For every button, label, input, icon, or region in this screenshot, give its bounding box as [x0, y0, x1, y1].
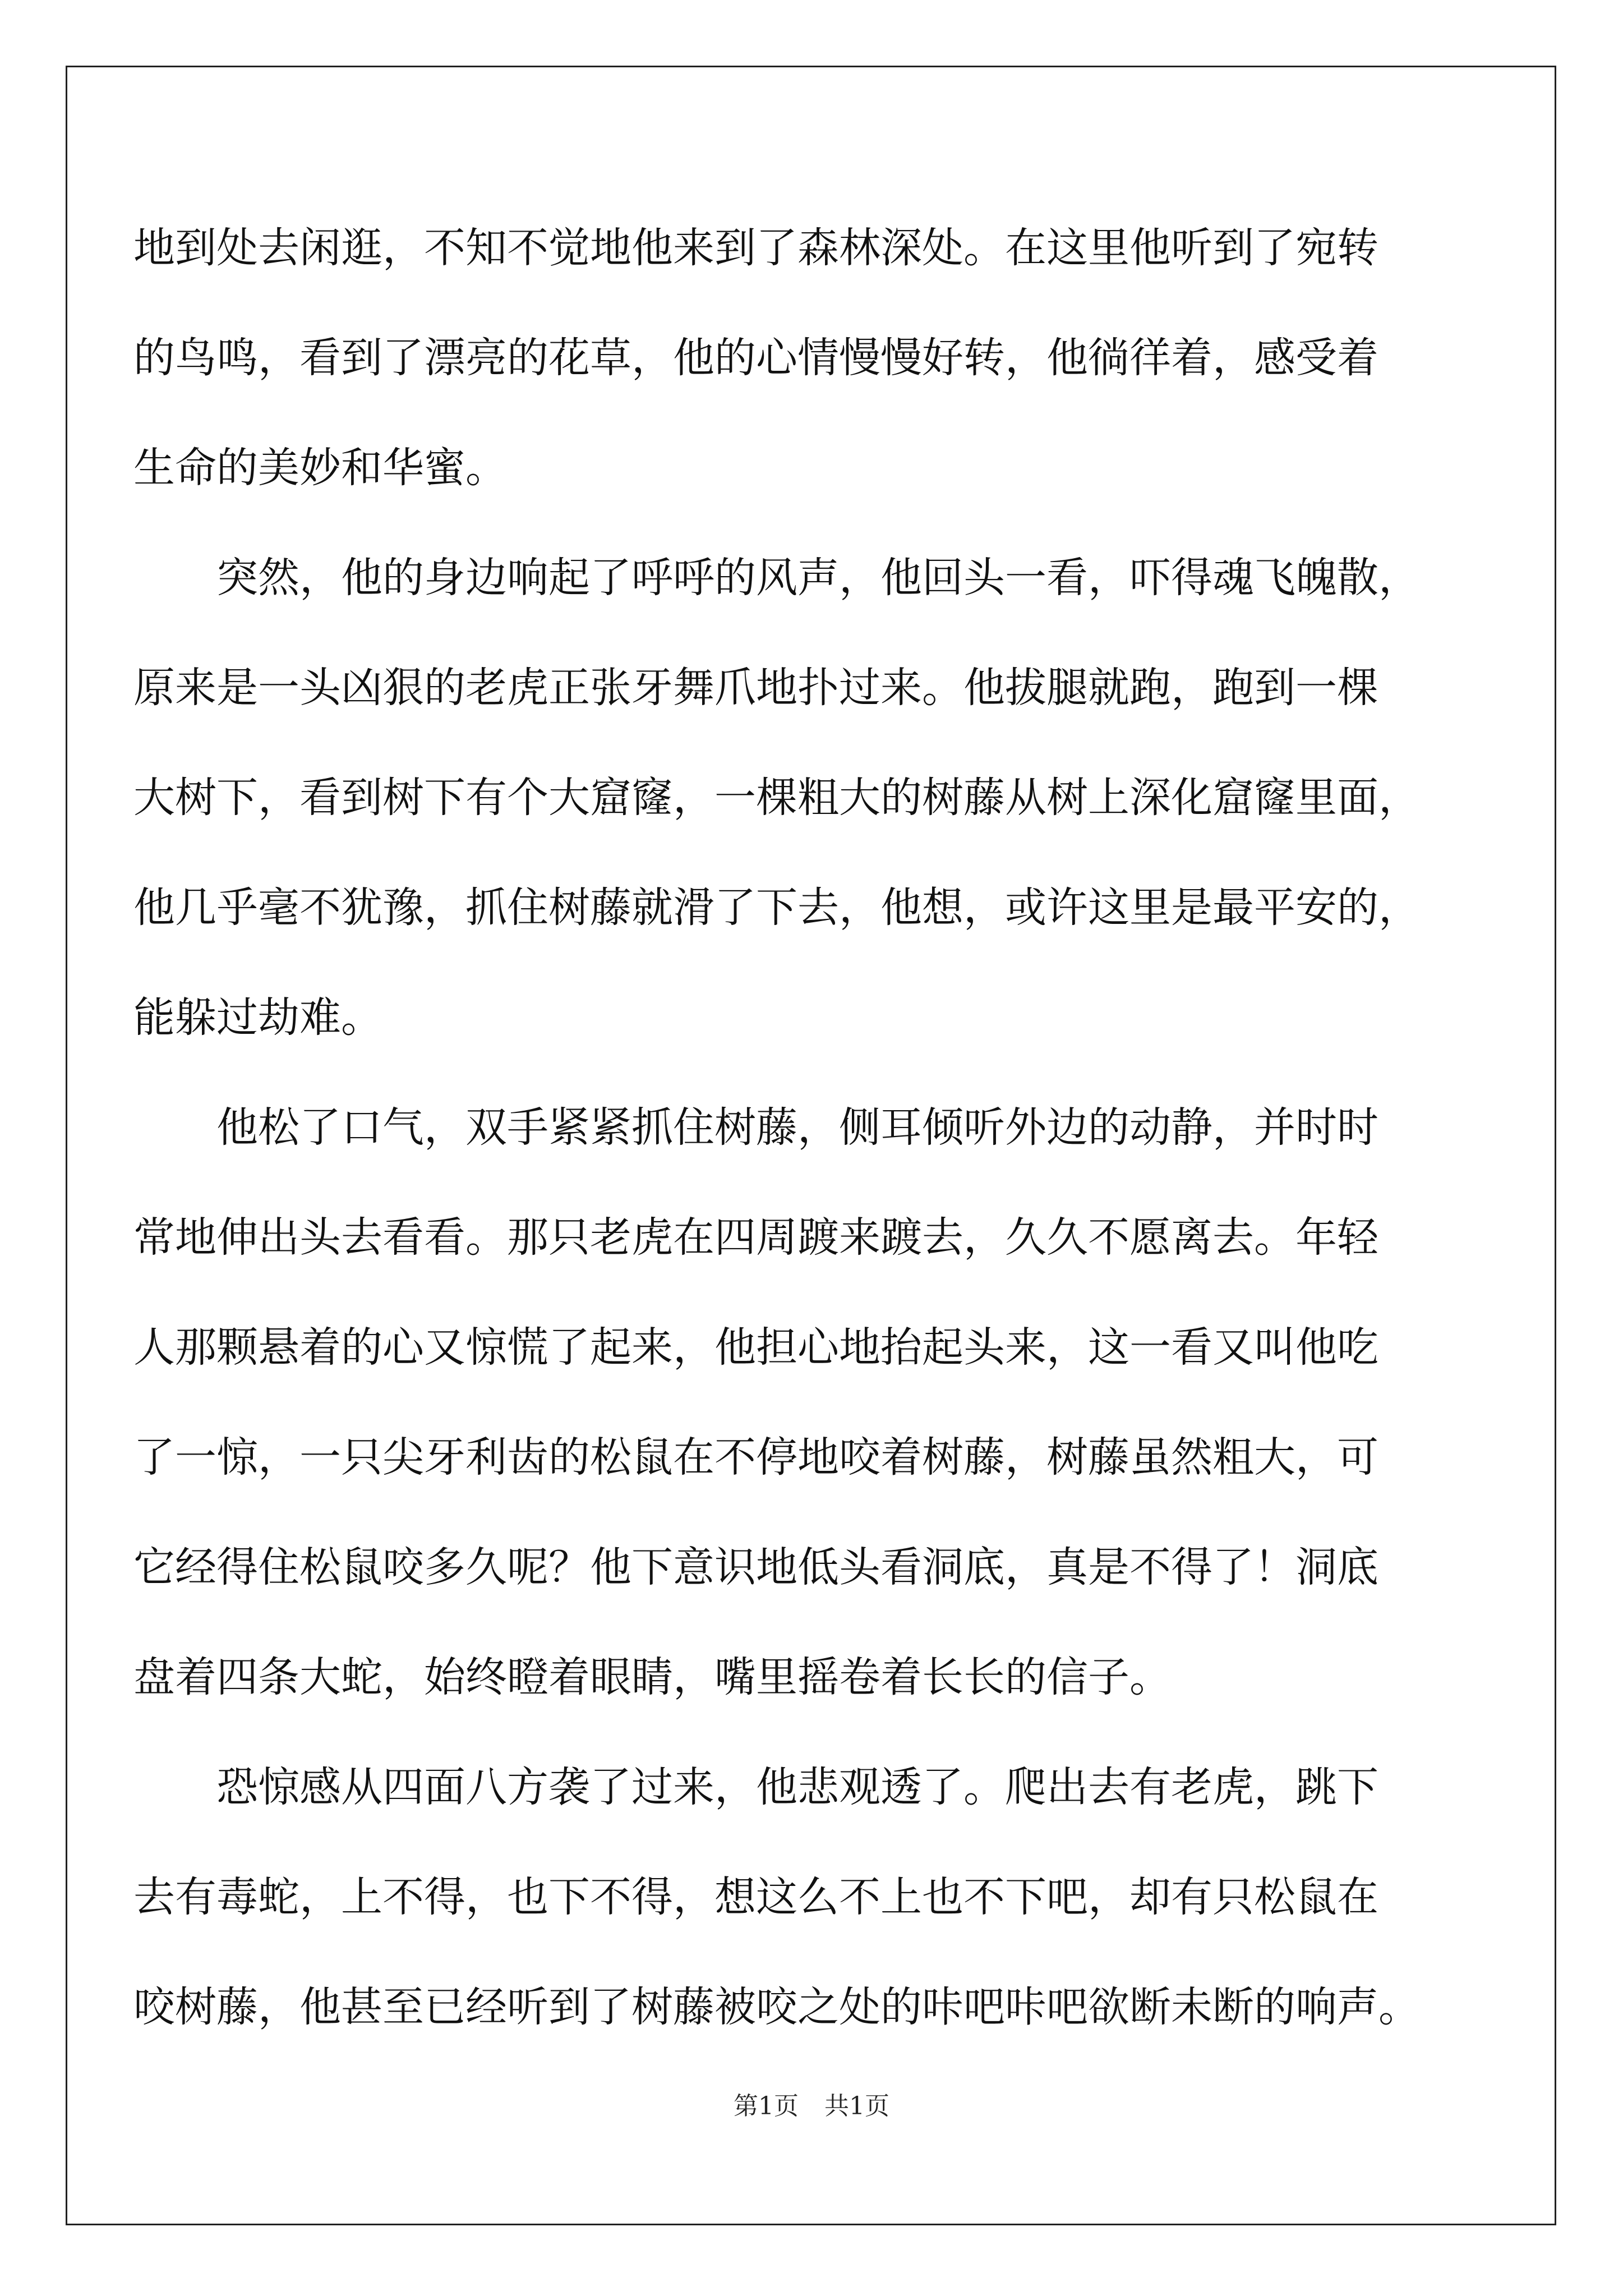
text-line: 它经得住松鼠咬多久呢？他下意识地低头看洞底，真是不得了！洞底 — [133, 1543, 1378, 1591]
text-line: 的鸟鸣，看到了漂亮的花草，他的心情慢慢好转，他徜徉着，感受着 — [133, 334, 1378, 382]
paragraph-start-line: 他松了口气，双手紧紧抓住树藤，侧耳倾听外边的动静，并时时 — [216, 1103, 1378, 1152]
text-line: 大树下，看到树下有个大窟窿，一棵粗大的树藤从树上深化窟窿里面， — [133, 774, 1420, 822]
text-line: 生命的美妙和华蜜。 — [133, 444, 507, 492]
text-line: 咬树藤，他甚至已经听到了树藤被咬之处的咔吧咔吧欲断未断的响声。 — [133, 1983, 1420, 2031]
page-number-total: 共1页 — [824, 2092, 889, 2120]
text-line: 去有毒蛇，上不得，也下不得，想这么不上也不下吧，却有只松鼠在 — [133, 1873, 1378, 1921]
text-line: 能躲过劫难。 — [133, 993, 382, 1042]
text-line: 了一惊，一只尖牙利齿的松鼠在不停地咬着树藤，树藤虽然粗大，可 — [133, 1433, 1378, 1481]
page-footer — [0, 2090, 1623, 2123]
page-number-current: 第1页 — [734, 2092, 799, 2120]
text-line: 原来是一头凶狠的老虎正张牙舞爪地扑过来。他拔腿就跑，跑到一棵 — [133, 664, 1378, 712]
paragraph-start-line: 突然，他的身边响起了呼呼的风声，他回头一看，吓得魂飞魄散， — [216, 554, 1420, 602]
text-line: 地到处去闲逛，不知不觉地他来到了森林深处。在这里他听到了宛转 — [133, 224, 1378, 272]
text-line: 人那颗悬着的心又惊慌了起来，他担心地抬起头来，这一看又叫他吃 — [133, 1323, 1378, 1372]
text-line: 常地伸出头去看看。那只老虎在四周踱来踱去，久久不愿离去。年轻 — [133, 1213, 1378, 1262]
paragraph-start-line: 恐惊感从四面八方袭了过来，他悲观透了。爬出去有老虎，跳下 — [216, 1763, 1378, 1811]
text-line: 他几乎毫不犹豫，抓住树藤就滑了下去，他想，或许这里是最平安的， — [133, 884, 1420, 932]
text-line: 盘着四条大蛇，始终瞪着眼睛，嘴里摇卷着长长的信子。 — [133, 1653, 1171, 1701]
